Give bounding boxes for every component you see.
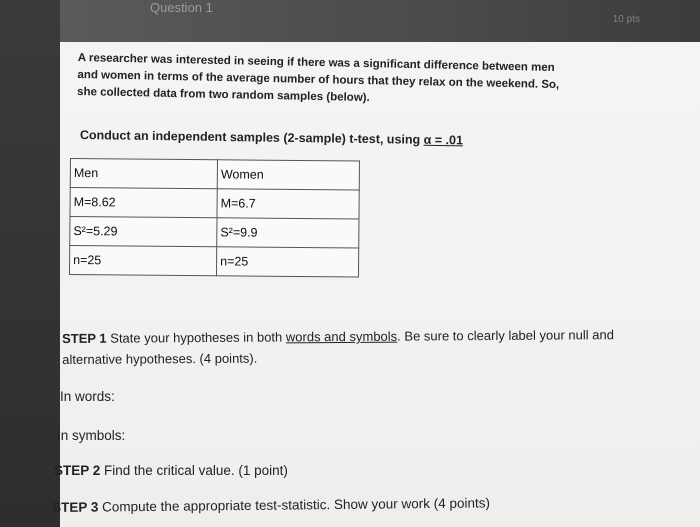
step1-text — [62, 324, 662, 370]
step2-label: STEP 2 — [54, 463, 101, 478]
step1-label: STEP 1 — [62, 330, 107, 346]
step3-body: Compute the appropriate test-statistic. Show your work (4 points) — [98, 495, 491, 515]
step1-text-a: State your hypotheses in both — [106, 329, 286, 346]
step2-body: Find the critical value. (1 point) — [100, 463, 288, 478]
step3-label: STEP 3 — [52, 499, 99, 515]
intro-line: she collected data from two random samples (below). — [76, 85, 370, 105]
instruction-text — [80, 128, 463, 147]
points-badge: 10 pts — [612, 14, 640, 25]
header-women: Women — [217, 160, 359, 190]
step1-text-b: . Be sure to clearly label your null and alternative hypotheses. (4 points). — [62, 327, 614, 367]
intro-line: and women in terms of the average number of hours that they relax on the weekend. So, — [77, 68, 560, 92]
question-title: Question 1 — [150, 0, 213, 15]
question-paper — [52, 42, 700, 527]
in-words-label: In words: — [60, 389, 115, 404]
step3-text — [52, 495, 490, 515]
alpha-value: α = .01 — [423, 132, 464, 148]
cell-men-n: n=25 — [69, 246, 216, 276]
intro-paragraph — [77, 50, 688, 114]
cell-women-n: n=25 — [216, 247, 358, 277]
table-row — [69, 246, 358, 278]
cell-women-mean: M=6.7 — [217, 189, 359, 219]
in-symbols-label: In symbols: — [57, 428, 126, 443]
data-table — [69, 158, 360, 278]
table-row — [70, 217, 359, 249]
cell-women-variance: S²=9.9 — [217, 218, 359, 248]
question-header-bar — [60, 0, 700, 42]
cell-men-mean: M=8.62 — [70, 188, 217, 218]
step1-underlined: words and symbols — [285, 328, 398, 345]
header-men: Men — [70, 159, 217, 189]
instruction-main: Conduct an independent samples (2-sample) t-test, using — [79, 128, 424, 147]
table-row — [70, 188, 359, 220]
step2-text — [54, 463, 288, 478]
intro-line: A researcher was interested in seeing if there was a significant difference between men — [77, 51, 555, 74]
table-header-row — [70, 159, 359, 191]
cell-men-variance: S²=5.29 — [70, 217, 217, 247]
